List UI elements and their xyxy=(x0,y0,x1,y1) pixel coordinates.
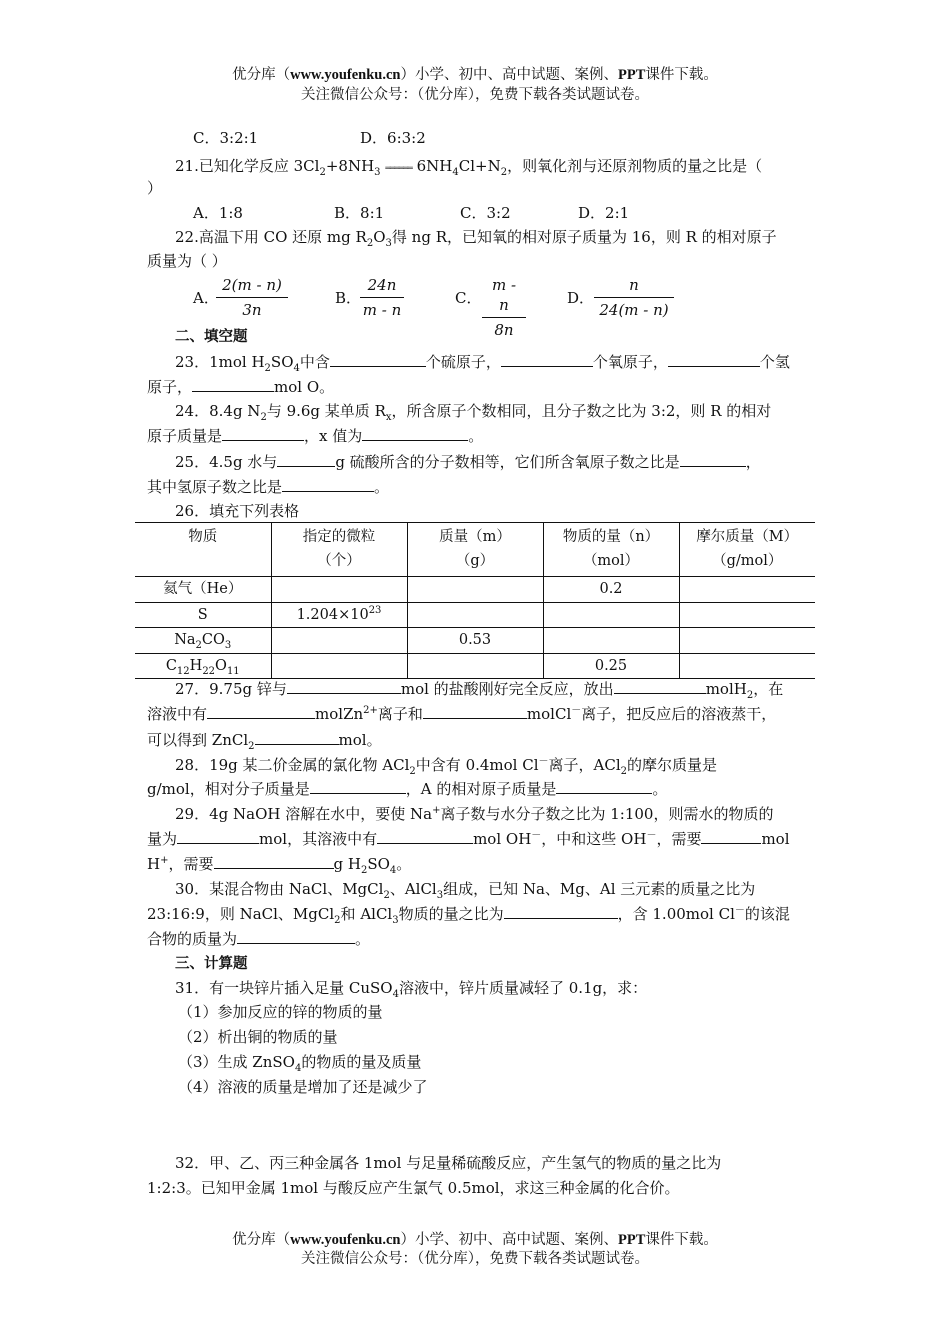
table-cell-mass[interactable] xyxy=(407,602,543,628)
q27-blank-2[interactable] xyxy=(614,678,706,694)
table-row xyxy=(135,577,815,603)
q27-blank-3[interactable] xyxy=(207,703,315,719)
q23-line1: 23．1mol $H_2SO_4$中含 个硫原子， 个氧原子， 个氢 xyxy=(175,353,790,374)
section-fill-in-title: 二、填空题 xyxy=(175,329,248,345)
q31-sub-2: （2）析出铜的物质的量 xyxy=(178,1028,338,1046)
q22-option-c-label: C． xyxy=(455,289,482,307)
table-header-row xyxy=(135,523,815,577)
table-header-cell: 摩尔质量（M） （g/mol） xyxy=(679,523,815,577)
footer-site-link[interactable]: www.youfenku.cn xyxy=(290,1232,401,1248)
q28-line1: 28．19g 某二价金属的氯化物 ACl$_2$中含有 0.4mol Cl－离子，ACl$_2$的摩尔质量是 xyxy=(175,756,718,777)
table-cell-mass[interactable] xyxy=(407,653,543,679)
q31-stem: 31．有一块锌片插入足量 CuSO$_4$溶液中，锌片质量减轻了 0.1g，求： xyxy=(175,979,648,1000)
q24-line2: 原子质量是 ，x 值为 。 xyxy=(147,427,484,445)
table-cell-substance: $Na_2CO_3$ xyxy=(135,628,271,654)
q30-blank-2[interactable] xyxy=(237,928,355,944)
table-cell-mass[interactable] xyxy=(407,577,543,603)
q22-stem: 22.高温下用 CO 还原 mg $R_2O_3$得 ng R，已知氧的相对原子质量为 16，则 R 的相对原子 xyxy=(175,228,777,249)
q21-stem: 21.已知化学反应 $3Cl_2+8NH_3$ ══════ $6NH_4Cl+N_2$，则氧化剂与还原剂物质的量之比是（ xyxy=(175,157,763,178)
table-cell-substance: 氦气（He） xyxy=(135,577,271,603)
q25-blank-3[interactable] xyxy=(282,476,374,492)
q27-line1: 27．9.75g 锌与 mol 的盐酸刚好完全反应，放出 molH$_2$，在 xyxy=(175,680,784,701)
q27-blank-1[interactable] xyxy=(287,678,401,694)
q24-blank-2[interactable] xyxy=(362,425,468,441)
q29-line1: 29．4g NaOH 溶解在水中，要使 Na+离子数与水分子数之比为 1:100，则需水的物质的 xyxy=(175,805,774,823)
q21-option-d: D．2:1 xyxy=(578,204,630,222)
q26-title: 26．填充下列表格 xyxy=(175,502,300,520)
q21-stem-cont: ） xyxy=(147,179,163,197)
table-cell-amount[interactable] xyxy=(543,628,679,654)
q27-line2: 溶液中有 molZn$^{2+}$离子和 molCl－离子，把反应后的溶液蒸干， xyxy=(147,705,777,723)
q31-sub-1: （1）参加反应的锌的物质的量 xyxy=(178,1003,383,1021)
q22-option-a-fraction: $\frac{2(m - n)}{3n}$ xyxy=(216,275,288,321)
q29-blank-2[interactable] xyxy=(377,828,473,844)
q20-option-d: D．6:3:2 xyxy=(360,129,426,147)
q31-sub-3: （3）生成 ZnSO$_4$的物质的量及质量 xyxy=(178,1053,422,1074)
q30-line2: 23:16:9，则 NaCl、MgCl$_2$和 AlCl$_3$物质的量之比为 ，含 1.00mol Cl－的该混 xyxy=(147,905,790,926)
q24-line1: 24．8.4g $N_2$与 9.6g 某单质 $R_x$，所含原子个数相同，且分子数之比为 3:2，则 R 的相对 xyxy=(175,402,772,423)
q30-blank-1[interactable] xyxy=(504,903,618,919)
q28-line2: g/mol，相对分子质量是 ，A 的相对原子质量是 。 xyxy=(147,780,668,798)
q27-blank-4[interactable] xyxy=(423,703,527,719)
table-row xyxy=(135,602,815,628)
q25-line1: 25．4.5g 水与 g 硫酸所含的分子数相等，它们所含氧原子数之比是 ， xyxy=(175,453,761,471)
table-cell-particles[interactable] xyxy=(271,628,407,654)
q29-blank-4[interactable] xyxy=(214,853,334,869)
q22-option-c-fraction: $\frac{m - n}{8n}$ xyxy=(482,275,526,341)
table-cell-amount[interactable] xyxy=(543,602,679,628)
reaction-arrow: ══════ xyxy=(385,164,412,174)
quantity-table xyxy=(135,522,815,679)
q24-blank-1[interactable] xyxy=(222,425,304,441)
table-cell-molar-mass[interactable] xyxy=(679,577,815,603)
q27-line3: 可以得到 ZnCl$_2$ mol。 xyxy=(147,731,382,752)
q22-option-d-label: D． xyxy=(567,289,595,307)
q22-option-d-fraction: $\frac{n}{24(m - n)}$ xyxy=(594,275,674,321)
q25-line2: 其中氢原子数之比是 。 xyxy=(147,478,390,496)
q31-sub-4: （4）溶液的质量是增加了还是减少了 xyxy=(178,1078,428,1096)
q23-blank-1[interactable] xyxy=(330,351,426,367)
q23-blank-4[interactable] xyxy=(192,376,274,392)
q22-option-b-label: B． xyxy=(335,289,362,307)
q29-blank-3[interactable] xyxy=(701,828,761,844)
table-row xyxy=(135,653,815,679)
q23-blank-2[interactable] xyxy=(501,351,593,367)
page-footer-line2: 关注微信公众号：（优分库），免费下载各类试题试卷。 xyxy=(301,1251,649,1267)
table-cell-particles[interactable] xyxy=(271,577,407,603)
q32-line2: 1:2:3。已知甲金属 1mol 与酸反应产生氯气 0.5mol，求这三种金属的化合价。 xyxy=(147,1179,680,1197)
page-footer-line1: 优分库（www.youfenku.cn）小学、初中、高中试题、案例、PPT课件下载。 xyxy=(232,1232,718,1248)
table-header-cell: 指定的微粒 （个） xyxy=(271,523,407,577)
table-cell-molar-mass[interactable] xyxy=(679,602,815,628)
page-header-line1: 优分库（www.youfenku.cn）小学、初中、高中试题、案例、PPT课件下载。 xyxy=(232,67,718,83)
table-cell-amount: 0.2 xyxy=(543,577,679,603)
q20-option-c: C．3:2:1 xyxy=(193,129,259,147)
q21-option-c: C．3:2 xyxy=(460,204,511,222)
table-cell-mass: 0.53 xyxy=(407,628,543,654)
table-cell-molar-mass[interactable] xyxy=(679,628,815,654)
q22-option-b-fraction: $\frac{24n}{m - n}$ xyxy=(360,275,404,321)
q32-line1: 32．甲、乙、丙三种金属各 1mol 与足量稀硫酸反应，产生氢气的物质的量之比为 xyxy=(175,1154,722,1172)
table-cell-substance: S xyxy=(135,602,271,628)
q28-blank-1[interactable] xyxy=(310,778,406,794)
table-cell-particles[interactable] xyxy=(271,653,407,679)
table-cell-molar-mass[interactable] xyxy=(679,653,815,679)
table-cell-amount: 0.25 xyxy=(543,653,679,679)
q23-blank-3[interactable] xyxy=(668,351,760,367)
q28-blank-2[interactable] xyxy=(556,778,652,794)
q25-blank-1[interactable] xyxy=(277,451,335,467)
header-site-link[interactable]: www.youfenku.cn xyxy=(290,67,401,83)
table-cell-substance: $C_{12}H_{22}O_{11}$ xyxy=(135,653,271,679)
q30-line1: 30．某混合物由 NaCl、MgCl$_2$、AlCl$_3$组成，已知 Na、Mg、Al 三元素的质量之比为 xyxy=(175,880,756,901)
table-header-cell: 物质的量（n） （mol） xyxy=(543,523,679,577)
table-header-cell: 物质 xyxy=(135,523,271,577)
q30-line3: 合物的质量为 。 xyxy=(147,930,371,948)
q29-line3: H+，需要 g $H_2SO_4$。 xyxy=(147,855,412,876)
q23-line2: 原子， mol O。 xyxy=(147,378,335,396)
table-cell-particles: $1.204\times 10^{23}$ xyxy=(271,602,407,628)
q21-option-a: A．1:8 xyxy=(193,204,243,222)
q25-blank-2[interactable] xyxy=(680,451,746,467)
q22-option-a-label: A． xyxy=(193,289,219,307)
section-calculation-title: 三、计算题 xyxy=(175,956,248,972)
page-header-line2: 关注微信公众号：（优分库），免费下载各类试题试卷。 xyxy=(301,87,649,103)
q29-blank-1[interactable] xyxy=(177,828,259,844)
q21-option-b: B．8:1 xyxy=(334,204,385,222)
table-header-cell: 质量（m） （g） xyxy=(407,523,543,577)
q22-stem-cont: 质量为（ ） xyxy=(147,252,227,270)
q27-blank-5[interactable] xyxy=(255,729,339,745)
table-row xyxy=(135,628,815,654)
q29-line2: 量为 mol，其溶液中有 mol OH－，中和这些 OH－，需要 mol xyxy=(147,830,790,848)
